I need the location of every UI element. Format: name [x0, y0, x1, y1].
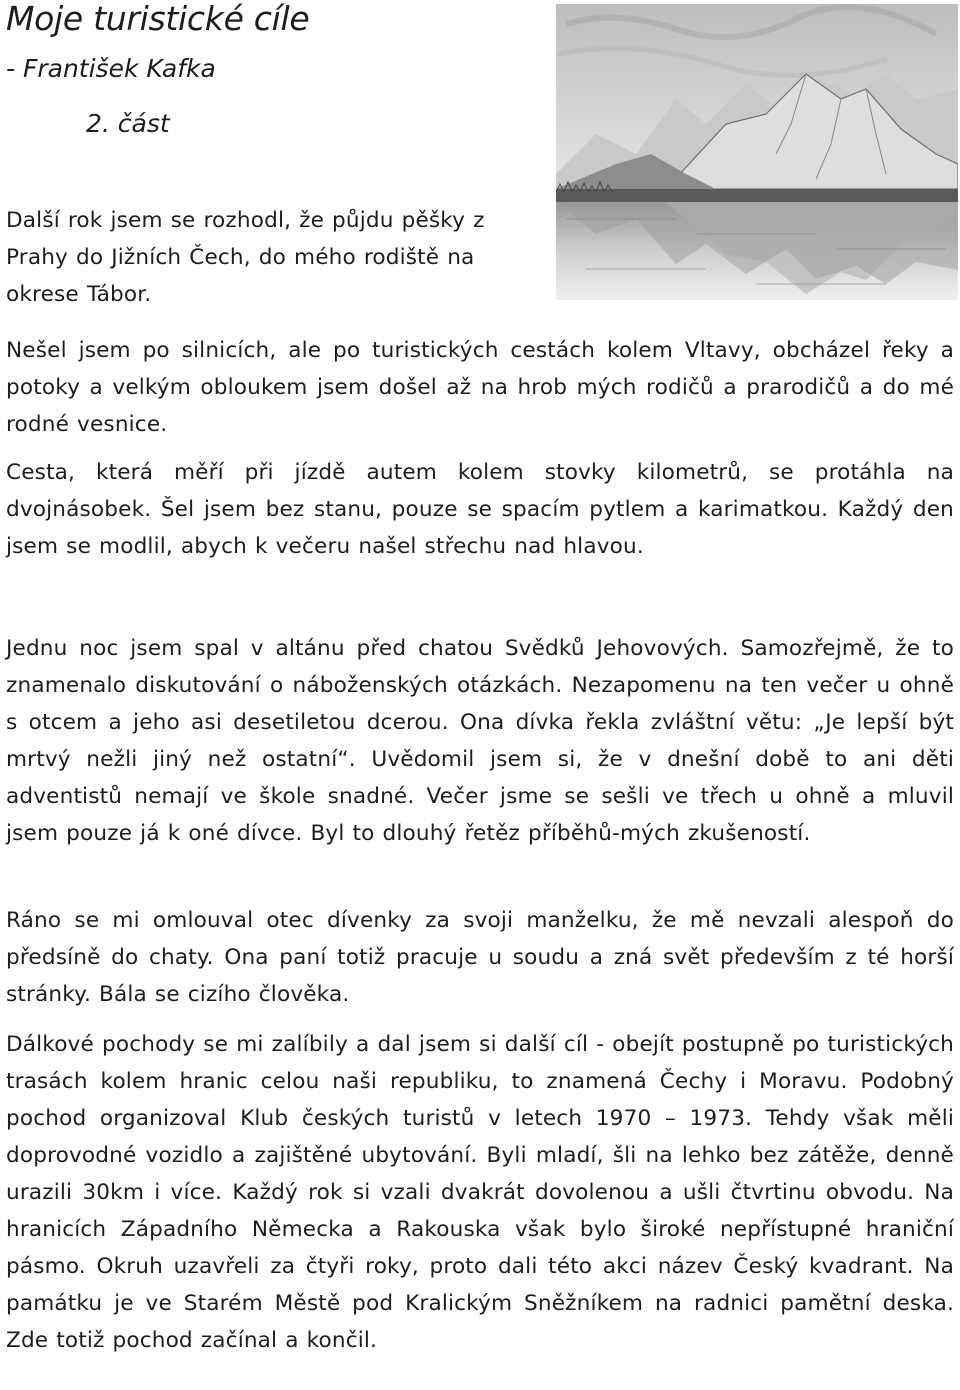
intro-column: [6, 202, 551, 313]
paragraph: Cesta, která měří při jízdě autem kolem stovky kilometrů, se protáhla na dvojnásobek. Šel jsem bez stanu, pouze se spacím pytlem a karimatkou. Každý den jsem se modlil, abych k večeru našel střechu nad hlavou.: [6, 460, 954, 559]
paragraph: Dálkové pochody se mi zalíbily a dal jsem si další cíl - obejít postupně po turistických trasách kolem hranic celou naši republiku, to znamená Čechy i Moravu. Podobný pochod organizoval Klub českých turistů v letech 1970 – 1973. Tehdy však měli doprovodné vozidlo a zajištěné ubytování. Byli mladí, šli na lehko bez zátěže, denně urazili 30km i více. Každý rok si vzali dvakrát dovolenou a ušli čtvrtinu obvodu. Na hranicích Západního Německa a Rakouska však bylo široké nepřístupné hraniční pásmo. Okruh uzavřeli za čtyři roky, proto dali této akci název Český kvadrant. Na památku je ve Starém Městě pod Kralickým Sněžníkem na radnici pamětní deska. Zde totiž pochod začínal a končil.: [6, 1032, 954, 1353]
paragraph-block-3: [6, 630, 954, 852]
article-title: Moje turistické cíle: [6, 0, 310, 38]
article-author: - František Kafka: [6, 54, 216, 83]
mountain-lake-drawing-icon: [556, 4, 958, 300]
paragraph: Ráno se mi omlouval otec dívenky za svoji manželku, že mě nevzali alespoň do předsíně do chaty. Ona paní totiž pracuje u soudu a zná svět především z té horší stránky. Bála se cizího člověka.: [6, 908, 954, 1007]
paragraph: Nešel jsem po silnicích, ale po turistických cestách kolem Vltavy, obcházel řeky a potoky a velkým obloukem jsem došel až na hrob mých rodičů a prarodičů a do mé rodné vesnice.: [6, 338, 954, 437]
article-part: 2. část: [86, 109, 170, 138]
paragraph: Jednu noc jsem spal v altánu před chatou Svědků Jehovových. Samozřejmě, že to znamenalo diskutování o náboženských otázkách. Nezapomenu na ten večer u ohně s otcem a jeho asi desetiletou dcerou. Ona dívka řekla zvláštní větu: „Je lepší být mrtvý nežli jiný než ostatní“. Uvědomil jsem si, že v dnešní době to ani děti adventistů nemají ve škole snadné. Večer jsme se sešli ve třech u ohně a mluvil jsem pouze já k oné dívce. Byl to dlouhý řetěz příběhů-mých zkušeností.: [6, 636, 954, 846]
paragraph-intro: Další rok jsem se rozhodl, že půjdu pěšky z Prahy do Jižních Čech, do mého rodiště na okrese Tábor.: [6, 208, 485, 307]
paragraph-block-1: [6, 332, 954, 443]
paragraph-block-4: [6, 902, 954, 1013]
article-header: [6, 0, 309, 139]
paragraph-block-5: [6, 1026, 954, 1359]
paragraph-block-2: [6, 454, 954, 565]
